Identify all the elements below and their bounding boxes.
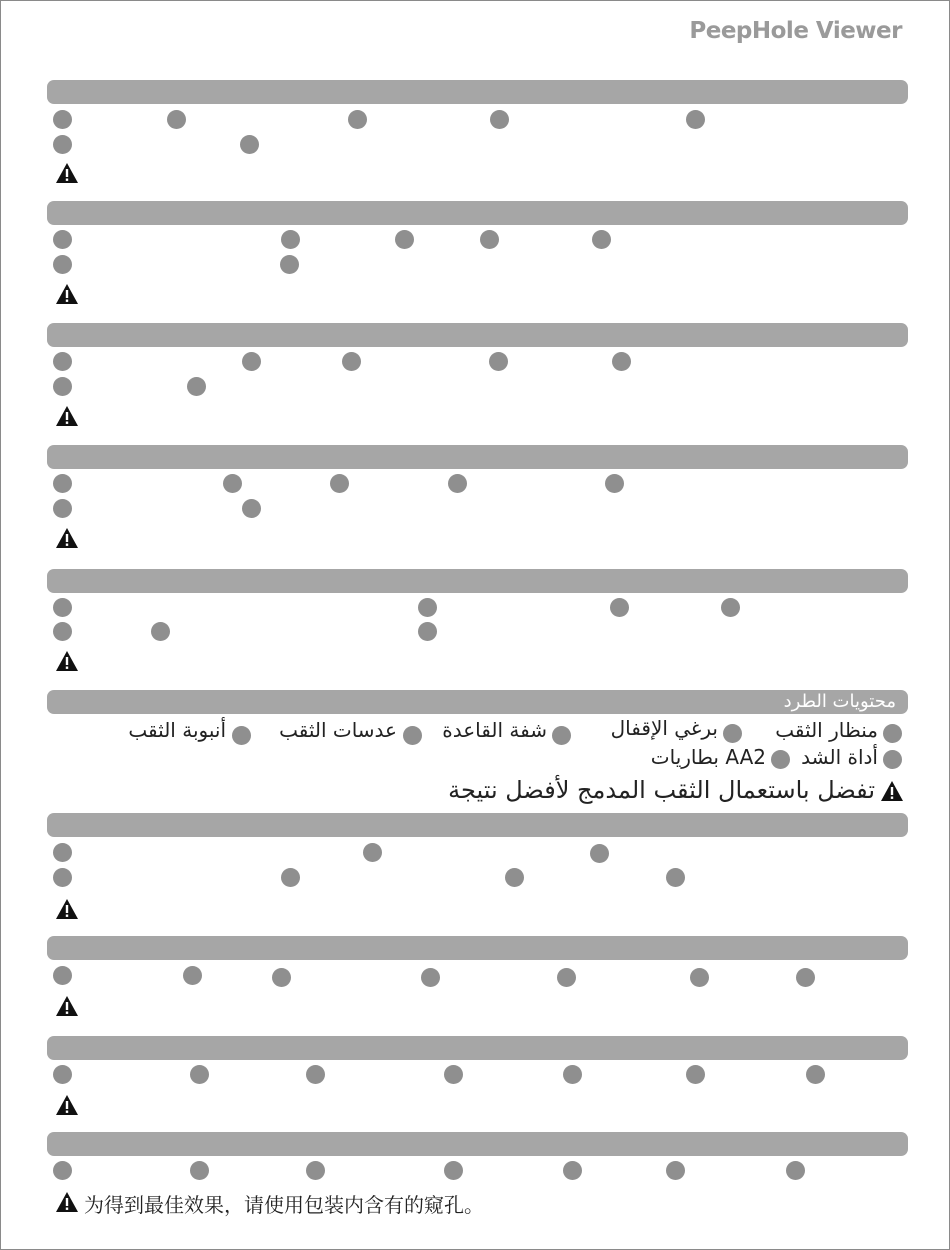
bullet-dot: [666, 1161, 685, 1180]
package-item: AA2 بطاريات: [650, 745, 766, 769]
bullet-dot: [395, 230, 414, 249]
bullet-dot: [771, 750, 790, 769]
bullet-dot: [223, 474, 242, 493]
package-item: برغي الإقفال: [610, 716, 718, 740]
warning-icon: [55, 162, 79, 184]
bullet-dot: [53, 868, 72, 887]
section-title-arabic: محتويات الطرد: [783, 691, 896, 712]
bullet-dot: [53, 622, 72, 641]
bullet-dot: [190, 1161, 209, 1180]
bullet-dot: [306, 1065, 325, 1084]
bullet-dot: [280, 255, 299, 274]
section-header-bar: [47, 445, 908, 469]
bullet-dot: [232, 726, 251, 745]
bullet-dot: [53, 474, 72, 493]
package-item: أنبوبة الثقب: [128, 718, 226, 742]
bullet-dot: [552, 726, 571, 745]
bullet-dot: [190, 1065, 209, 1084]
bullet-dot: [403, 726, 422, 745]
section-header-bar: [47, 1132, 908, 1156]
section-header-bar-arabic: [47, 690, 908, 714]
bullet-dot: [421, 968, 440, 987]
bullet-dot: [721, 598, 740, 617]
warning-icon: [880, 780, 904, 802]
section-header-bar: [47, 569, 908, 593]
warning-icon: [55, 898, 79, 920]
bullet-dot: [183, 966, 202, 985]
chinese-note: 为得到最佳效果，请使用包装内含有的窥孔。: [84, 1193, 484, 1217]
bullet-dot: [557, 968, 576, 987]
section-header-bar: [47, 936, 908, 960]
bullet-dot: [272, 968, 291, 987]
bullet-dot: [489, 352, 508, 371]
bullet-dot: [444, 1161, 463, 1180]
bullet-dot: [505, 868, 524, 887]
bullet-dot: [167, 110, 186, 129]
bullet-dot: [53, 255, 72, 274]
section-header-bar: [47, 813, 908, 837]
bullet-dot: [53, 499, 72, 518]
bullet-dot: [480, 230, 499, 249]
bullet-dot: [563, 1065, 582, 1084]
bullet-dot: [686, 110, 705, 129]
bullet-dot: [306, 1161, 325, 1180]
bullet-dot: [330, 474, 349, 493]
bullet-dot: [53, 966, 72, 985]
bullet-dot: [53, 352, 72, 371]
bullet-dot: [53, 1065, 72, 1084]
bullet-dot: [53, 135, 72, 154]
package-item: عدسات الثقب: [279, 718, 397, 742]
warning-icon: [55, 405, 79, 427]
section-header-bar: [47, 323, 908, 347]
bullet-dot: [448, 474, 467, 493]
package-item: شفة القاعدة: [442, 718, 547, 742]
bullet-dot: [242, 352, 261, 371]
bullet-dot: [723, 724, 742, 743]
bullet-dot: [883, 724, 902, 743]
warning-icon: [55, 650, 79, 672]
section-header-bar: [47, 201, 908, 225]
bullet-dot: [806, 1065, 825, 1084]
bullet-dot: [348, 110, 367, 129]
section-header-bar: [47, 80, 908, 104]
bullet-dot: [240, 135, 259, 154]
bullet-dot: [242, 499, 261, 518]
bullet-dot: [605, 474, 624, 493]
bullet-dot: [686, 1065, 705, 1084]
bullet-dot: [418, 622, 437, 641]
bullet-dot: [418, 598, 437, 617]
bullet-dot: [612, 352, 631, 371]
bullet-dot: [490, 110, 509, 129]
bullet-dot: [53, 843, 72, 862]
bullet-dot: [590, 844, 609, 863]
bullet-dot: [281, 230, 300, 249]
bullet-dot: [151, 622, 170, 641]
bullet-dot: [342, 352, 361, 371]
bullet-dot: [187, 377, 206, 396]
bullet-dot: [363, 843, 382, 862]
package-item: أداة الشد: [801, 745, 878, 769]
arabic-note: تفضل باستعمال الثقب المدمج لأفضل نتيجة: [448, 776, 875, 804]
bullet-dot: [796, 968, 815, 987]
warning-icon: [55, 527, 79, 549]
warning-icon: [55, 995, 79, 1017]
bullet-dot: [883, 750, 902, 769]
warning-icon: [55, 1191, 79, 1213]
bullet-dot: [563, 1161, 582, 1180]
bullet-dot: [53, 1161, 72, 1180]
bullet-dot: [53, 377, 72, 396]
bullet-dot: [666, 868, 685, 887]
brand-logo: PeepHole Viewer: [689, 18, 902, 44]
bullet-dot: [281, 868, 300, 887]
bullet-dot: [786, 1161, 805, 1180]
bullet-dot: [592, 230, 611, 249]
bullet-dot: [53, 598, 72, 617]
warning-icon: [55, 283, 79, 305]
package-item: منظار الثقب: [775, 718, 878, 742]
section-header-bar: [47, 1036, 908, 1060]
warning-icon: [55, 1094, 79, 1116]
bullet-dot: [53, 110, 72, 129]
bullet-dot: [53, 230, 72, 249]
bullet-dot: [610, 598, 629, 617]
bullet-dot: [690, 968, 709, 987]
bullet-dot: [444, 1065, 463, 1084]
